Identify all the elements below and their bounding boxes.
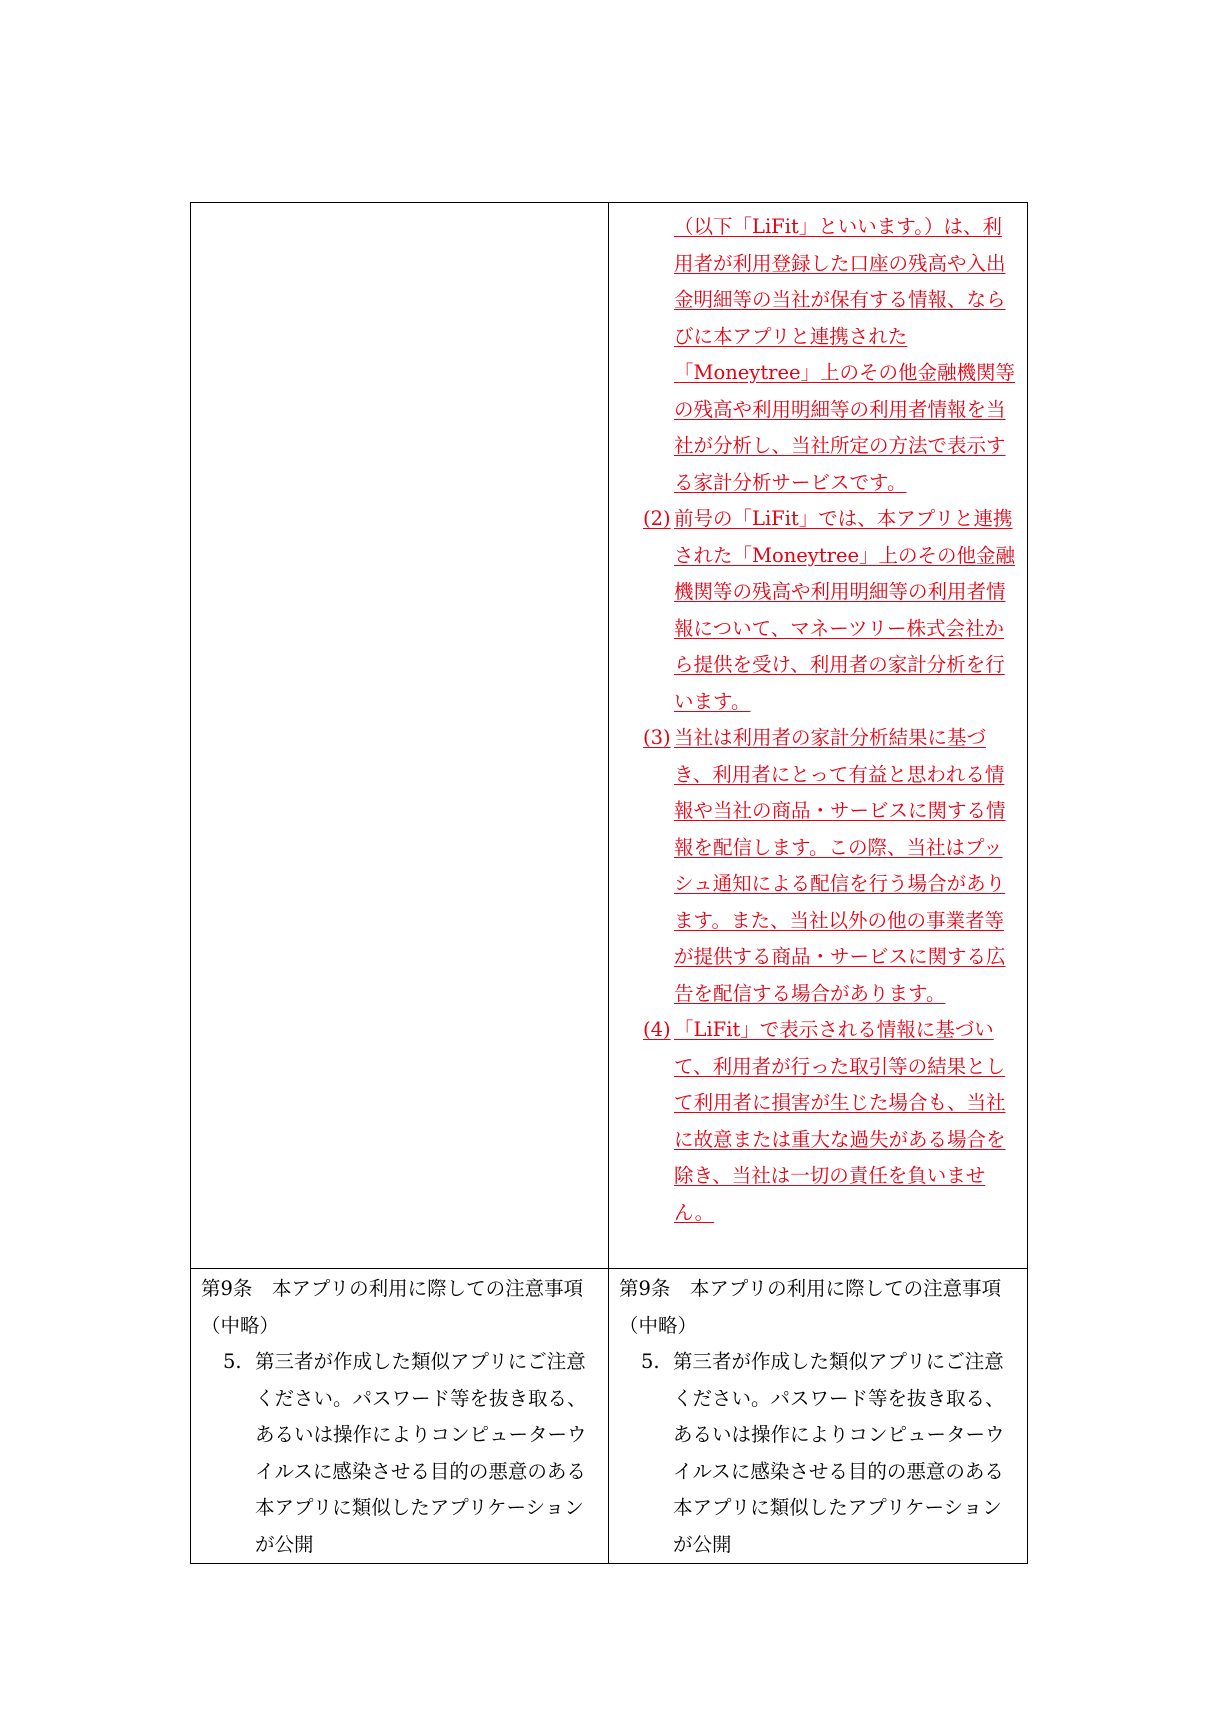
item-number: 5. — [641, 1350, 660, 1373]
revised-text-block — [609, 1269, 1027, 1563]
item-text: 第三者が作成した類似アプリにご注意ください。パスワード等を抜き取る、あるいは操作によりコンピューターウイルスに感染させる目的の悪意のある本アプリに類似したアプリケーションが公開 — [255, 1350, 587, 1556]
item-text: 第三者が作成した類似アプリにご注意ください。パスワード等を抜き取る、あるいは操作によりコンピューターウイルスに感染させる目的の悪意のある本アプリに類似したアプリケーションが公開 — [673, 1350, 1005, 1556]
item-number: (2) — [643, 507, 671, 530]
left-top-cell — [191, 203, 609, 1269]
current-text-block — [191, 1269, 608, 1563]
list-item — [201, 1344, 598, 1563]
article-heading: 第9条 本アプリの利用に際しての注意事項 — [619, 1277, 1002, 1300]
list-item — [609, 501, 1017, 720]
item-text: 「LiFit」で表示される情報に基づいて、利用者が行った取引等の結果として利用者に損害が生じた場合も、当社に故意または重大な過失がある場合を除き、当社は一切の責任を負いません。 — [674, 1018, 1006, 1224]
omission-note: （中略） — [619, 1313, 698, 1337]
list-item — [609, 720, 1017, 1012]
item-number: 5. — [223, 1350, 242, 1373]
list-item — [609, 1012, 1017, 1231]
table-row — [191, 1269, 1028, 1564]
item-number: (4) — [643, 1018, 671, 1041]
item-text: 前号の「LiFit」では、本アプリと連携された「Moneytree」上のその他金融機関等の残高や利用明細等の利用者情報について、マネーツリー株式会社から提供を受け、利用者の家計分析を行います。 — [674, 507, 1016, 713]
item-number: (3) — [643, 726, 671, 749]
revised-text-block — [609, 203, 1027, 1231]
comparison-table — [190, 202, 1028, 1564]
table-row — [191, 203, 1028, 1269]
lifit-intro-text: （以下「LiFit」といいます。）は、利用者が利用登録した口座の残高や入出金明細等の当社が保有する情報、ならびに本アプリと連携された「Moneytree」上のその他金融機関等の残高や利用明細等の利用者情報を当社が分析し、当社所定の方法で表示する家計分析サービスです。 — [674, 215, 1016, 494]
right-bottom-cell — [609, 1269, 1028, 1564]
left-bottom-cell — [191, 1269, 609, 1564]
article-heading: 第9条 本アプリの利用に際しての注意事項 — [201, 1277, 584, 1300]
right-top-cell — [609, 203, 1028, 1269]
list-item — [619, 1344, 1017, 1563]
omission-note: （中略） — [201, 1313, 280, 1337]
item-text: 当社は利用者の家計分析結果に基づき、利用者にとって有益と思われる情報や当社の商品・サービスに関する情報を配信します。この際、当社はプッシュ通知による配信を行う場合があります。また、当社以外の他の事業者等が提供する商品・サービスに関する広告を配信する場合があります。 — [674, 726, 1006, 1005]
